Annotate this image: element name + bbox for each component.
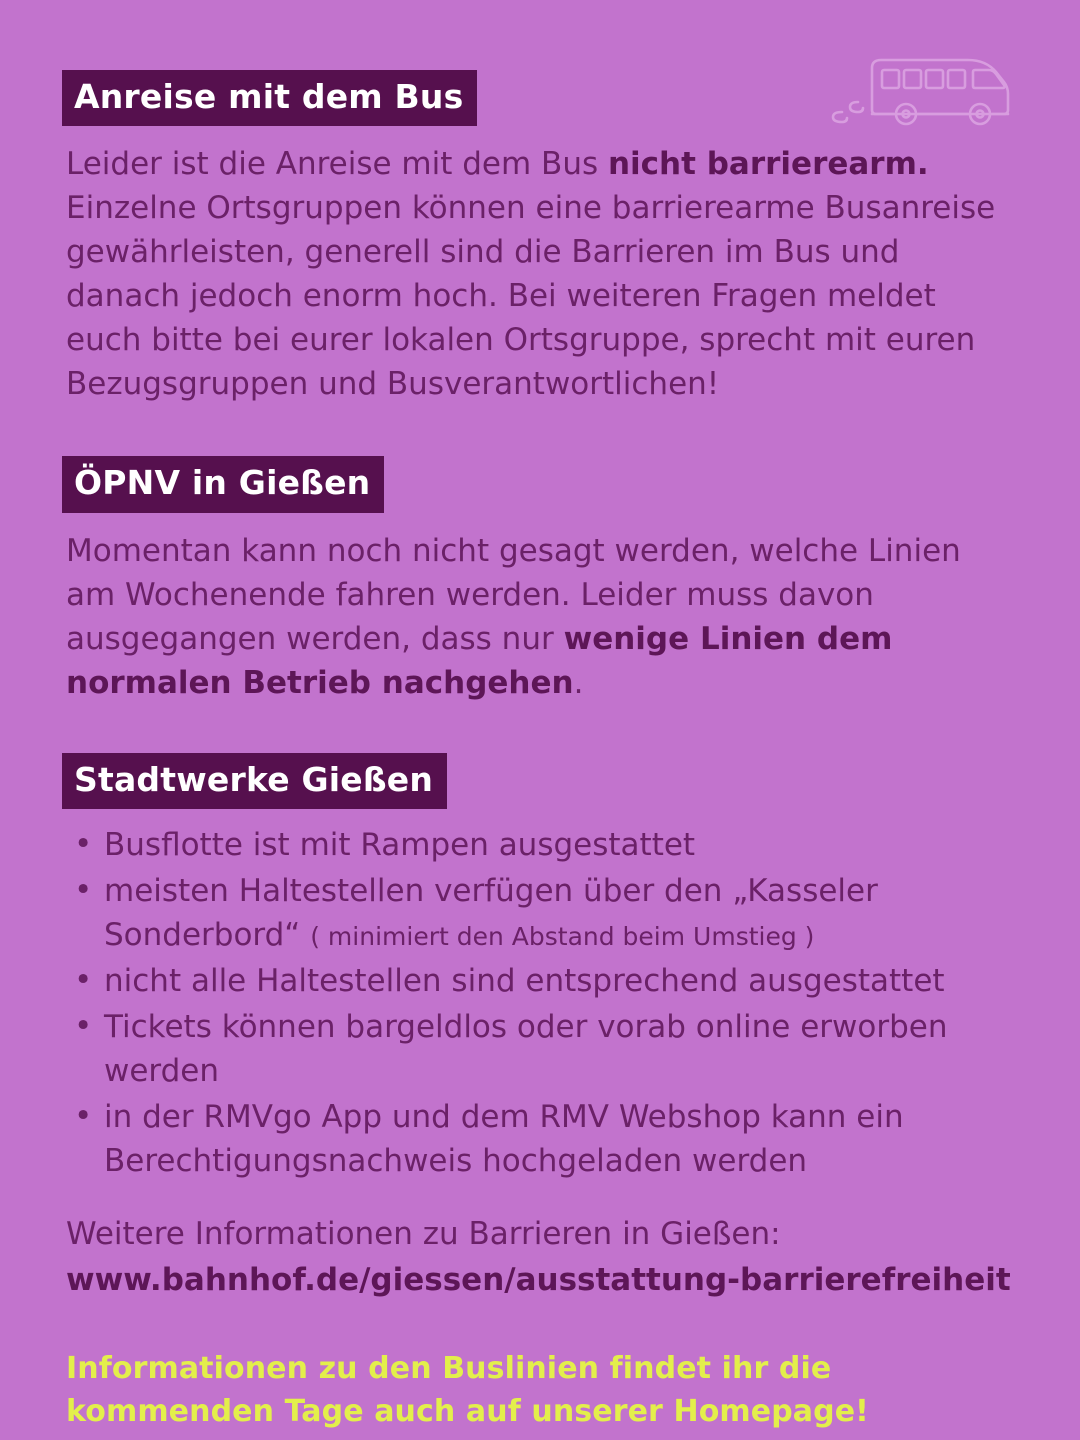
list-item	[66, 869, 1018, 957]
barrier-info-url[interactable]: www.bahnhof.de/giessen/ausstattung-barrierefreiheit	[66, 1261, 1011, 1298]
info-line: Weitere Informationen zu Barrieren in Gießen:	[66, 1216, 781, 1253]
list-item	[66, 1095, 1018, 1183]
bullet-list	[62, 823, 1018, 1183]
list-item-text: nicht alle Haltestellen sind entsprechend ausgestattet	[104, 963, 945, 1000]
list-item-text: meisten Haltestellen verfügen über den „Kasseler Sonderbord“	[104, 873, 878, 954]
paragraph-bus-part2: Einzelne Ortsgruppen können eine barrierearme Busanreise gewährleisten, generell sind die Barrieren im Bus und danach jedoch enorm hoch. Bei weiteren Fragen meldet euch bitte bei eurer lokalen Ortsgruppe, sprecht mit euren Bezugsgruppen und Busverantwortlichen!	[66, 190, 996, 403]
footer-note: Informationen zu den Buslinien findet ihr die kommenden Tage auch auf unserer Homepage!	[66, 1350, 869, 1429]
section-bus	[62, 70, 1018, 406]
heading-bus: Anreise mit dem Bus	[62, 70, 477, 126]
list-item	[66, 959, 1018, 1003]
paragraph-bus-part1: Leider ist die Anreise mit dem Bus	[66, 146, 608, 183]
paragraph-bus-strong: nicht barrierearm.	[607, 146, 929, 183]
heading-opnv: ÖPNV in Gießen	[62, 456, 384, 512]
paragraph-opnv-part1: Momentan kann noch nicht gesagt werden, welche Linien am Wochenende fahren werden. Leider muss davon ausgegangen werden, dass nur	[66, 532, 961, 657]
list-item	[66, 1005, 1018, 1093]
list-item	[66, 823, 1018, 867]
paragraph-opnv-strong: wenige Linien dem normalen Betrieb nachgehen	[66, 620, 893, 701]
heading-stadtwerke: Stadtwerke Gießen	[62, 753, 447, 809]
spacer-1	[62, 406, 1018, 456]
list-item-text: Busflotte ist mit Rampen ausgestattet	[104, 827, 696, 864]
paragraph-opnv	[66, 529, 1016, 705]
spacer-2	[62, 705, 1018, 753]
list-item-note: ( minimiert den Abstand beim Umstieg )	[310, 922, 815, 952]
paragraph-opnv-part2: .	[573, 664, 584, 701]
section-opnv	[62, 456, 1018, 704]
section-stadtwerke	[62, 753, 1018, 1302]
paragraph-bus	[66, 142, 1016, 406]
list-item-text: Tickets können bargeldlos oder vorab online erworben werden	[104, 1009, 948, 1090]
list-item-text: in der RMVgo App und dem RMV Webshop kann ein Berechtigungsnachweis hochgeladen werden	[104, 1099, 904, 1180]
